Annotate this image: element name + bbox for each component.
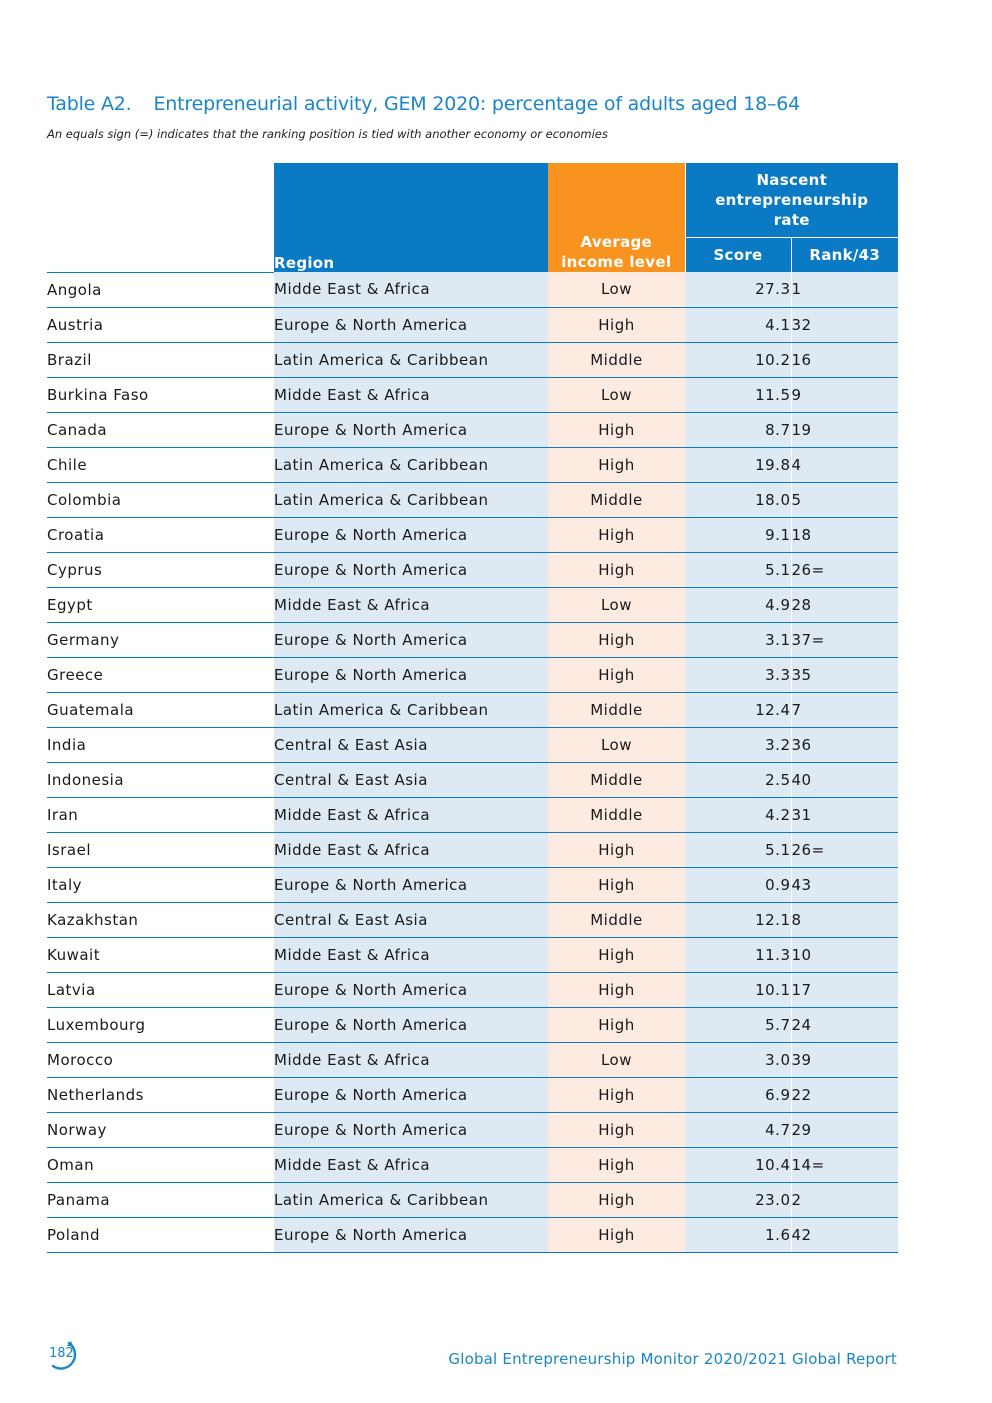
table-row bbox=[47, 1217, 898, 1252]
score-cell: 12.4 bbox=[685, 692, 791, 727]
table-row bbox=[47, 762, 898, 797]
region-cell: Central & East Asia bbox=[274, 727, 548, 762]
income-cell: Middle bbox=[548, 692, 685, 727]
score-cell: 4.7 bbox=[685, 1112, 791, 1147]
income-cell: High bbox=[548, 622, 685, 657]
income-cell: Low bbox=[548, 1042, 685, 1077]
country-cell: Chile bbox=[47, 447, 274, 482]
region-cell: Europe & North America bbox=[274, 1217, 548, 1252]
country-cell: India bbox=[47, 727, 274, 762]
table-row bbox=[47, 902, 898, 937]
table-row bbox=[47, 1182, 898, 1217]
score-cell: 8.7 bbox=[685, 412, 791, 447]
score-cell: 5.1 bbox=[685, 832, 791, 867]
income-cell: High bbox=[548, 412, 685, 447]
table-row bbox=[47, 937, 898, 972]
table-row bbox=[47, 587, 898, 622]
region-cell: Europe & North America bbox=[274, 1112, 548, 1147]
table-label: Table A2. bbox=[47, 93, 132, 115]
table-row bbox=[47, 657, 898, 692]
score-cell: 3.2 bbox=[685, 727, 791, 762]
rank-cell: 8 bbox=[791, 902, 898, 937]
report-name: Global Entrepreneurship Monitor 2020/2021 Global Report bbox=[448, 1350, 897, 1368]
region-cell: Midde East & Africa bbox=[274, 1042, 548, 1077]
region-cell: Latin America & Caribbean bbox=[274, 1182, 548, 1217]
score-cell: 3.3 bbox=[685, 657, 791, 692]
region-cell: Midde East & Africa bbox=[274, 797, 548, 832]
score-cell: 10.1 bbox=[685, 972, 791, 1007]
score-cell: 4.1 bbox=[685, 307, 791, 342]
income-cell: High bbox=[548, 447, 685, 482]
income-cell: High bbox=[548, 1077, 685, 1112]
income-cell: High bbox=[548, 552, 685, 587]
region-cell: Europe & North America bbox=[274, 412, 548, 447]
region-cell: Midde East & Africa bbox=[274, 937, 548, 972]
table-row bbox=[47, 1042, 898, 1077]
country-cell: Italy bbox=[47, 867, 274, 902]
page-number: 182 bbox=[49, 1346, 74, 1361]
country-cell: Angola bbox=[47, 272, 274, 307]
table-row bbox=[47, 1112, 898, 1147]
region-cell: Midde East & Africa bbox=[274, 1147, 548, 1182]
table-body bbox=[47, 272, 898, 1252]
income-cell: Low bbox=[548, 377, 685, 412]
score-cell: 4.2 bbox=[685, 797, 791, 832]
income-cell: High bbox=[548, 937, 685, 972]
score-cell: 23.0 bbox=[685, 1182, 791, 1217]
rank-cell: 4 bbox=[791, 447, 898, 482]
rank-cell: 7 bbox=[791, 692, 898, 727]
country-cell: Panama bbox=[47, 1182, 274, 1217]
region-column-header: Region bbox=[274, 163, 548, 272]
rank-cell: 14= bbox=[791, 1147, 898, 1182]
income-cell: High bbox=[548, 1217, 685, 1252]
table-row bbox=[47, 692, 898, 727]
score-cell: 9.1 bbox=[685, 517, 791, 552]
income-cell: High bbox=[548, 1182, 685, 1217]
country-cell: Germany bbox=[47, 622, 274, 657]
income-cell: Middle bbox=[548, 902, 685, 937]
score-cell: 5.7 bbox=[685, 1007, 791, 1042]
region-cell: Europe & North America bbox=[274, 552, 548, 587]
region-cell: Europe & North America bbox=[274, 867, 548, 902]
page-number-badge bbox=[47, 1340, 81, 1372]
table-row bbox=[47, 1077, 898, 1112]
rank-cell: 35 bbox=[791, 657, 898, 692]
nascent-header-line3: rate bbox=[773, 211, 810, 229]
rank-cell: 17 bbox=[791, 972, 898, 1007]
entrepreneurial-activity-table bbox=[47, 163, 898, 1253]
country-cell: Burkina Faso bbox=[47, 377, 274, 412]
country-cell: Croatia bbox=[47, 517, 274, 552]
country-cell: Indonesia bbox=[47, 762, 274, 797]
table-subtitle: An equals sign (=) indicates that the ranking position is tied with another economy or economies bbox=[47, 127, 608, 141]
country-cell: Austria bbox=[47, 307, 274, 342]
region-cell: Midde East & Africa bbox=[274, 272, 548, 307]
income-cell: High bbox=[548, 867, 685, 902]
region-cell: Europe & North America bbox=[274, 1007, 548, 1042]
region-cell: Midde East & Africa bbox=[274, 832, 548, 867]
rank-cell: 26= bbox=[791, 832, 898, 867]
country-cell: Egypt bbox=[47, 587, 274, 622]
score-cell: 11.3 bbox=[685, 937, 791, 972]
income-cell: Middle bbox=[548, 762, 685, 797]
nascent-header-line1: Nascent bbox=[756, 171, 828, 189]
rank-cell: 22 bbox=[791, 1077, 898, 1112]
region-cell: Central & East Asia bbox=[274, 902, 548, 937]
score-cell: 10.4 bbox=[685, 1147, 791, 1182]
table-row bbox=[47, 622, 898, 657]
region-cell: Latin America & Caribbean bbox=[274, 342, 548, 377]
score-cell: 11.5 bbox=[685, 377, 791, 412]
country-cell: Colombia bbox=[47, 482, 274, 517]
region-cell: Europe & North America bbox=[274, 1077, 548, 1112]
region-cell: Midde East & Africa bbox=[274, 587, 548, 622]
table-row bbox=[47, 867, 898, 902]
rank-cell: 10 bbox=[791, 937, 898, 972]
income-cell: High bbox=[548, 307, 685, 342]
rank-column-header: Rank/43 bbox=[791, 238, 898, 273]
income-header-line1: Average bbox=[580, 233, 653, 251]
country-cell: Poland bbox=[47, 1217, 274, 1252]
income-cell: High bbox=[548, 972, 685, 1007]
table-row bbox=[47, 447, 898, 482]
country-column-header bbox=[47, 163, 274, 272]
rank-cell: 36 bbox=[791, 727, 898, 762]
table-title-text: Entrepreneurial activity, GEM 2020: percentage of adults aged 18–64 bbox=[153, 93, 801, 115]
table-row bbox=[47, 1007, 898, 1042]
rank-cell: 40 bbox=[791, 762, 898, 797]
table-row bbox=[47, 832, 898, 867]
rank-cell: 26= bbox=[791, 552, 898, 587]
rank-cell: 18 bbox=[791, 517, 898, 552]
score-column-header: Score bbox=[685, 238, 791, 273]
country-cell: Iran bbox=[47, 797, 274, 832]
table-row bbox=[47, 972, 898, 1007]
country-cell: Guatemala bbox=[47, 692, 274, 727]
table-title bbox=[47, 93, 800, 115]
score-cell: 3.1 bbox=[685, 622, 791, 657]
table-row bbox=[47, 797, 898, 832]
rank-cell: 2 bbox=[791, 1182, 898, 1217]
country-cell: Oman bbox=[47, 1147, 274, 1182]
rank-cell: 37= bbox=[791, 622, 898, 657]
score-cell: 18.0 bbox=[685, 482, 791, 517]
income-cell: High bbox=[548, 517, 685, 552]
region-cell: Midde East & Africa bbox=[274, 377, 548, 412]
table-row bbox=[47, 272, 898, 307]
country-cell: Canada bbox=[47, 412, 274, 447]
rank-cell: 42 bbox=[791, 1217, 898, 1252]
table-row bbox=[47, 727, 898, 762]
income-cell: High bbox=[548, 1112, 685, 1147]
rank-cell: 32 bbox=[791, 307, 898, 342]
table-row bbox=[47, 377, 898, 412]
table-row bbox=[47, 342, 898, 377]
rank-cell: 28 bbox=[791, 587, 898, 622]
country-cell: Latvia bbox=[47, 972, 274, 1007]
score-cell: 3.0 bbox=[685, 1042, 791, 1077]
score-cell: 5.1 bbox=[685, 552, 791, 587]
rank-cell: 43 bbox=[791, 867, 898, 902]
score-cell: 2.5 bbox=[685, 762, 791, 797]
income-cell: Low bbox=[548, 272, 685, 307]
country-cell: Luxembourg bbox=[47, 1007, 274, 1042]
table-row bbox=[47, 307, 898, 342]
rank-cell: 5 bbox=[791, 482, 898, 517]
region-cell: Europe & North America bbox=[274, 657, 548, 692]
rank-cell: 29 bbox=[791, 1112, 898, 1147]
country-cell: Israel bbox=[47, 832, 274, 867]
rank-cell: 9 bbox=[791, 377, 898, 412]
region-cell: Europe & North America bbox=[274, 307, 548, 342]
country-cell: Cyprus bbox=[47, 552, 274, 587]
country-cell: Netherlands bbox=[47, 1077, 274, 1112]
income-cell: High bbox=[548, 832, 685, 867]
income-cell: High bbox=[548, 657, 685, 692]
score-cell: 6.9 bbox=[685, 1077, 791, 1112]
region-cell: Latin America & Caribbean bbox=[274, 692, 548, 727]
region-cell: Latin America & Caribbean bbox=[274, 482, 548, 517]
rank-cell: 19 bbox=[791, 412, 898, 447]
table-row bbox=[47, 1147, 898, 1182]
table-row bbox=[47, 482, 898, 517]
table-row bbox=[47, 517, 898, 552]
income-cell: Middle bbox=[548, 797, 685, 832]
score-cell: 0.9 bbox=[685, 867, 791, 902]
score-cell: 1.6 bbox=[685, 1217, 791, 1252]
region-cell: Europe & North America bbox=[274, 622, 548, 657]
rank-cell: 16 bbox=[791, 342, 898, 377]
income-column-header bbox=[548, 163, 685, 272]
score-cell: 10.2 bbox=[685, 342, 791, 377]
nascent-rate-header bbox=[685, 163, 898, 238]
country-cell: Norway bbox=[47, 1112, 274, 1147]
table-row bbox=[47, 552, 898, 587]
income-cell: Middle bbox=[548, 482, 685, 517]
country-cell: Greece bbox=[47, 657, 274, 692]
region-cell: Latin America & Caribbean bbox=[274, 447, 548, 482]
rank-cell: 31 bbox=[791, 797, 898, 832]
income-header-line2: income level bbox=[561, 253, 672, 271]
income-cell: High bbox=[548, 1147, 685, 1182]
income-cell: Low bbox=[548, 727, 685, 762]
country-cell: Kuwait bbox=[47, 937, 274, 972]
country-cell: Morocco bbox=[47, 1042, 274, 1077]
score-cell: 4.9 bbox=[685, 587, 791, 622]
region-cell: Central & East Asia bbox=[274, 762, 548, 797]
score-cell: 19.8 bbox=[685, 447, 791, 482]
country-cell: Kazakhstan bbox=[47, 902, 274, 937]
rank-cell: 1 bbox=[791, 272, 898, 307]
table-row bbox=[47, 412, 898, 447]
country-cell: Brazil bbox=[47, 342, 274, 377]
income-cell: Middle bbox=[548, 342, 685, 377]
score-cell: 12.1 bbox=[685, 902, 791, 937]
region-cell: Europe & North America bbox=[274, 972, 548, 1007]
rank-cell: 24 bbox=[791, 1007, 898, 1042]
region-cell: Europe & North America bbox=[274, 517, 548, 552]
nascent-header-line2: entrepreneurship bbox=[715, 191, 869, 209]
score-cell: 27.3 bbox=[685, 272, 791, 307]
income-cell: Low bbox=[548, 587, 685, 622]
income-cell: High bbox=[548, 1007, 685, 1042]
rank-cell: 39 bbox=[791, 1042, 898, 1077]
